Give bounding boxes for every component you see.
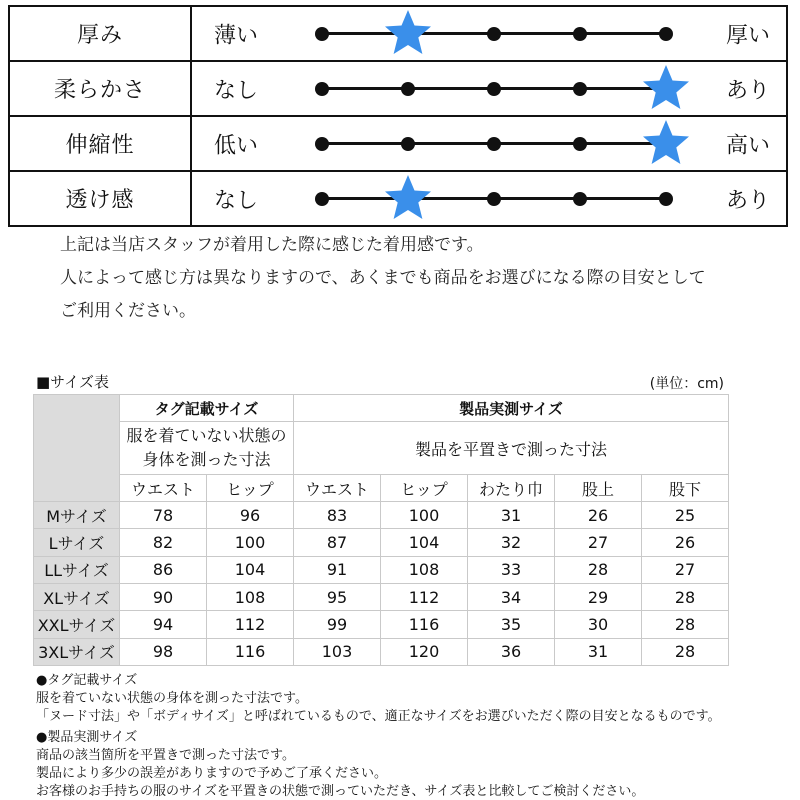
note-line-1: 上記は当店スタッフが着用した際に感じた着用感です。 <box>60 235 484 255</box>
texture-row <box>9 116 787 171</box>
scale-dot <box>315 137 329 151</box>
size-row <box>34 529 729 556</box>
scale-dot <box>315 27 329 41</box>
scale-dot <box>401 137 415 151</box>
size-cell: 108 <box>381 556 468 583</box>
size-column-header: ヒップ <box>207 474 294 501</box>
size-cell: 116 <box>381 611 468 638</box>
scale-dot <box>487 27 501 41</box>
size-row-label: Lサイズ <box>34 529 120 556</box>
size-cell: 99 <box>294 611 381 638</box>
size-row <box>34 556 729 583</box>
scale-low-label: 薄い <box>214 23 259 48</box>
size-cell: 35 <box>468 611 555 638</box>
scale-low-label: 低い <box>214 133 259 158</box>
texture-scale <box>191 61 787 116</box>
size-column-header: ウエスト <box>294 474 381 501</box>
footnote-tag-line-1: 服を着ていない状態の身体を測った寸法です。 <box>36 691 308 706</box>
size-cell: 33 <box>468 556 555 583</box>
size-cell: 103 <box>294 638 381 665</box>
scale-high-label: 厚い <box>725 23 770 48</box>
unit-label: (単位：cm) <box>649 376 724 392</box>
tag-desc-line-2: 身体を測った寸法 <box>142 450 271 470</box>
size-cell: 34 <box>468 584 555 611</box>
size-row-label: Mサイズ <box>34 502 120 529</box>
size-column-header: わたり巾 <box>468 474 555 501</box>
scale-dot <box>315 192 329 206</box>
size-cell: 112 <box>207 611 294 638</box>
size-cell: 28 <box>642 611 729 638</box>
size-cell: 90 <box>120 584 207 611</box>
size-row <box>34 611 729 638</box>
texture-row-label: 透け感 <box>9 171 191 226</box>
size-cell: 98 <box>120 638 207 665</box>
scale-dot <box>573 27 587 41</box>
rating-star-icon <box>384 8 432 56</box>
scale-dot <box>487 192 501 206</box>
size-cell: 116 <box>207 638 294 665</box>
rating-star-icon <box>642 63 690 111</box>
scale-dot <box>573 82 587 96</box>
size-cell: 28 <box>642 638 729 665</box>
size-cell: 96 <box>207 502 294 529</box>
size-cell: 78 <box>120 502 207 529</box>
size-row-label: XXLサイズ <box>34 611 120 638</box>
note-line-2: 人によって感じ方は異なりますので、あくまでも商品をお選びになる際の目安として <box>60 268 706 288</box>
size-cell: 32 <box>468 529 555 556</box>
size-row <box>34 638 729 665</box>
texture-scale <box>191 116 787 171</box>
size-row-label: 3XLサイズ <box>34 638 120 665</box>
footnote-actual-title: ●製品実測サイズ <box>36 730 138 745</box>
texture-table <box>8 5 788 227</box>
size-table-heading: ■サイズ表 <box>36 373 109 391</box>
size-cell: 94 <box>120 611 207 638</box>
tag-size-description <box>120 422 294 475</box>
size-cell: 104 <box>207 556 294 583</box>
footnote-tag-line-2: 「ヌード寸法」や「ボディサイズ」と呼ばれているもので、適正なサイズをお選びいただく際の目安となるものです。 <box>36 709 721 724</box>
texture-row-label: 厚み <box>9 6 191 61</box>
size-cell: 83 <box>294 502 381 529</box>
size-cell: 86 <box>120 556 207 583</box>
scale-dot <box>487 82 501 96</box>
footnote-actual-line-3: お客様のお手持ちの服のサイズを平置きの状態で測っていただき、サイズ表と比較してご検討ください。 <box>36 784 645 799</box>
footnote-actual-line-2: 製品により多少の誤差がありますので予めご了承ください。 <box>36 766 388 781</box>
texture-row-label: 柔らかさ <box>9 61 191 116</box>
size-column-header: 股下 <box>642 474 729 501</box>
rating-star-icon <box>384 173 432 221</box>
size-cell: 27 <box>555 529 642 556</box>
footnote-actual-line-1: 商品の該当箇所を平置きで測った寸法です。 <box>36 748 295 763</box>
scale-dot <box>401 82 415 96</box>
size-cell: 36 <box>468 638 555 665</box>
scale-dot <box>573 192 587 206</box>
size-cell: 87 <box>294 529 381 556</box>
size-cell: 95 <box>294 584 381 611</box>
note-line-3: ご利用ください。 <box>60 301 196 321</box>
size-cell: 25 <box>642 502 729 529</box>
rating-star-icon <box>642 118 690 166</box>
footnote-tag-title: ●タグ記載サイズ <box>36 673 138 688</box>
scale-dot <box>487 137 501 151</box>
texture-row-label: 伸縮性 <box>9 116 191 171</box>
size-cell: 30 <box>555 611 642 638</box>
scale-dot <box>659 192 673 206</box>
size-cell: 100 <box>207 529 294 556</box>
size-cell: 91 <box>294 556 381 583</box>
scale-high-label: あり <box>725 188 770 213</box>
texture-row <box>9 171 787 226</box>
size-cell: 120 <box>381 638 468 665</box>
texture-row <box>9 61 787 116</box>
scale-high-label: 高い <box>725 133 770 158</box>
size-cell: 28 <box>642 584 729 611</box>
scale-dot <box>659 27 673 41</box>
size-cell: 104 <box>381 529 468 556</box>
size-cell: 27 <box>642 556 729 583</box>
size-cell: 29 <box>555 584 642 611</box>
size-cell: 26 <box>642 529 729 556</box>
size-cell: 31 <box>555 638 642 665</box>
size-cell: 28 <box>555 556 642 583</box>
size-row-label: XLサイズ <box>34 584 120 611</box>
scale-low-label: なし <box>214 188 259 213</box>
tag-desc-line-1: 服を着ていない状態の <box>126 426 287 446</box>
size-column-header: ヒップ <box>381 474 468 501</box>
scale-dot <box>573 137 587 151</box>
size-cell: 112 <box>381 584 468 611</box>
actual-size-group-header: 製品実測サイズ <box>294 395 729 422</box>
texture-scale <box>191 6 787 61</box>
tag-size-group-header: タグ記載サイズ <box>120 395 294 422</box>
texture-row <box>9 6 787 61</box>
size-cell: 26 <box>555 502 642 529</box>
size-cell: 100 <box>381 502 468 529</box>
size-row <box>34 584 729 611</box>
actual-size-description: 製品を平置きで測った寸法 <box>294 422 729 475</box>
size-column-header: 股上 <box>555 474 642 501</box>
scale-dot <box>315 82 329 96</box>
size-cell: 82 <box>120 529 207 556</box>
size-row <box>34 502 729 529</box>
size-table <box>33 394 729 666</box>
size-row-label: LLサイズ <box>34 556 120 583</box>
texture-scale <box>191 171 787 226</box>
scale-high-label: あり <box>725 78 770 103</box>
scale-low-label: なし <box>214 78 259 103</box>
size-cell: 31 <box>468 502 555 529</box>
size-cell: 108 <box>207 584 294 611</box>
size-column-header: ウエスト <box>120 474 207 501</box>
size-corner-cell <box>34 395 120 502</box>
